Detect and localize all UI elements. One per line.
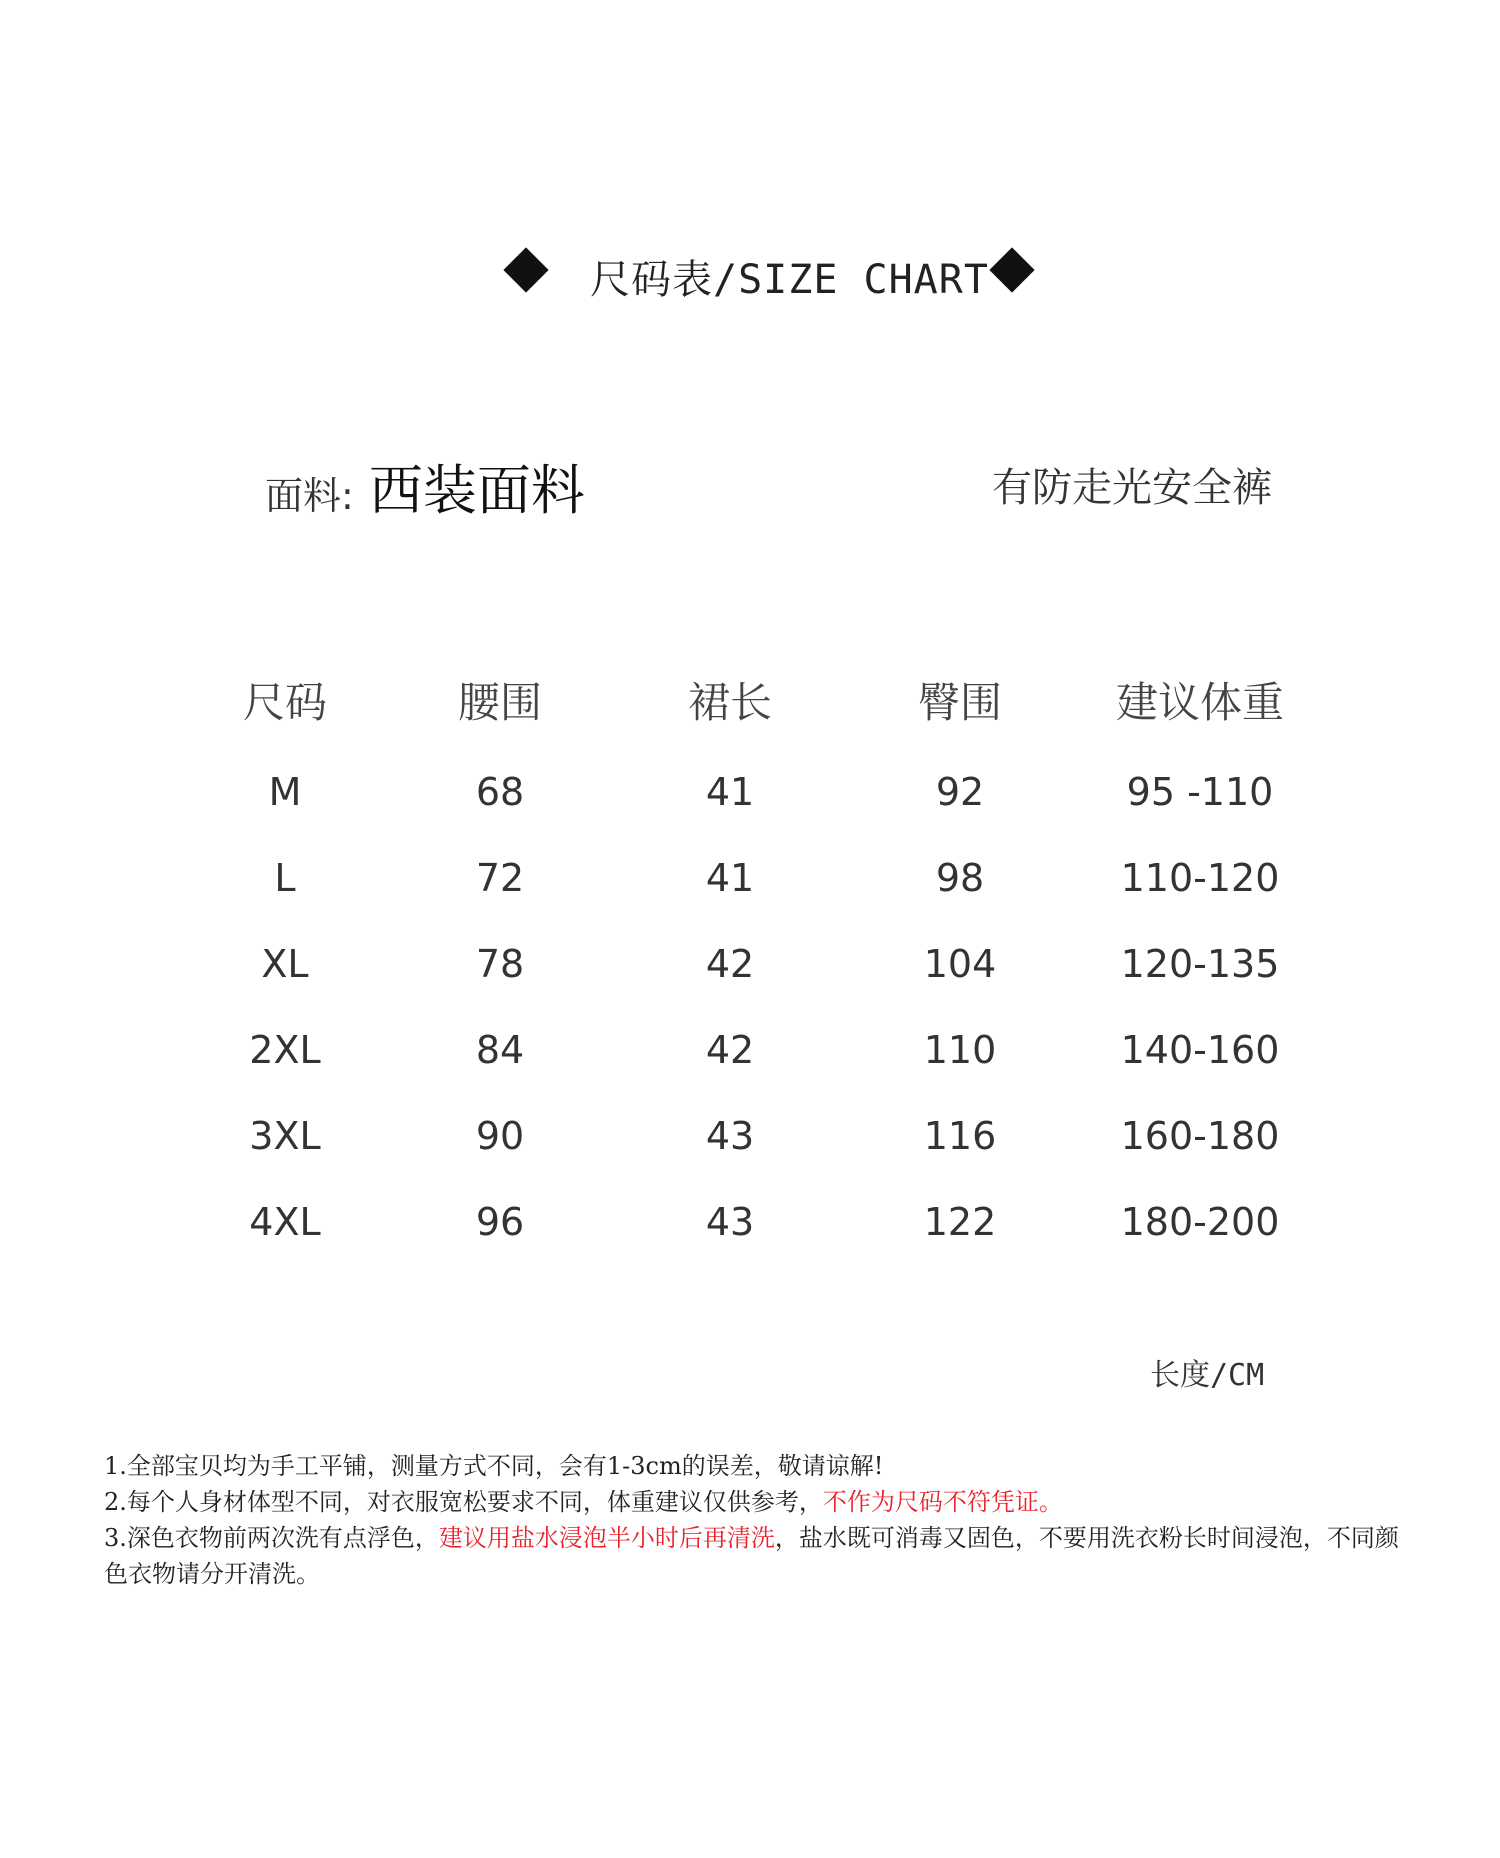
cell-size: 4XL: [249, 1200, 321, 1244]
table-row: [210, 1028, 1310, 1114]
care-notes: [104, 1448, 1404, 1592]
note-line-2-text: 2.每个人身材体型不同，对衣服宽松要求不同，体重建议仅供参考，: [104, 1488, 823, 1516]
cell-waist: 78: [475, 942, 525, 986]
cell-weight: 160-180: [1120, 1114, 1280, 1158]
cell-skirt-length: 41: [705, 770, 755, 814]
cell-hip: 104: [923, 942, 997, 986]
fabric-value: 西装面料: [368, 459, 585, 522]
table-row: [210, 942, 1310, 1028]
cell-skirt-length: 41: [705, 856, 755, 900]
table-header-row: [210, 670, 1310, 770]
cell-weight: 95 -110: [1126, 770, 1274, 814]
cell-hip: 110: [923, 1028, 997, 1072]
size-table: [210, 670, 1310, 1286]
cell-weight: 140-160: [1120, 1028, 1280, 1072]
diamond-icon-left: [503, 247, 548, 292]
cell-skirt-length: 43: [705, 1114, 755, 1158]
note-line-1: 1.全部宝贝均为手工平铺，测量方式不同，会有1-3cm的误差，敬请谅解!: [104, 1452, 884, 1480]
cell-skirt-length: 42: [705, 1028, 755, 1072]
note-line-3-warning: 建议用盐水浸泡半小时后再清洗: [438, 1524, 775, 1552]
page-title: 尺码表/SIZE CHART: [590, 257, 989, 303]
cell-weight: 180-200: [1120, 1200, 1280, 1244]
cell-weight: 110-120: [1120, 856, 1280, 900]
safety-shorts-note: 有防走光安全裤: [992, 465, 1272, 511]
column-header-skirt-length: 裙长: [687, 678, 772, 727]
note-line-2-warning: 不作为尺码不符凭证。: [822, 1488, 1063, 1516]
cell-waist: 90: [475, 1114, 525, 1158]
cell-size: 2XL: [249, 1028, 321, 1072]
cell-hip: 98: [935, 856, 985, 900]
column-header-weight: 建议体重: [1115, 678, 1284, 727]
cell-hip: 92: [935, 770, 985, 814]
cell-size: M: [268, 770, 302, 814]
column-header-hip: 臀围: [917, 678, 1002, 727]
cell-weight: 120-135: [1120, 942, 1280, 986]
column-header-size: 尺码: [242, 678, 327, 727]
fabric-info: [265, 448, 585, 525]
note-line-2: [104, 1484, 1404, 1520]
table-row: [210, 770, 1310, 856]
table-row: [210, 1114, 1310, 1200]
note-line-3-text: 3.深色衣物前两次洗有点浮色，: [104, 1524, 439, 1552]
cell-waist: 72: [475, 856, 525, 900]
cell-hip: 116: [923, 1114, 997, 1158]
diamond-icon-right: [989, 247, 1034, 292]
cell-size: 3XL: [249, 1114, 321, 1158]
cell-skirt-length: 43: [705, 1200, 755, 1244]
cell-waist: 84: [475, 1028, 525, 1072]
cell-size: XL: [261, 942, 309, 986]
note-line-3-text-end: ，盐水既可消毒又固色，不要用洗衣粉长时间浸泡，不同颜色衣物请分开清洗。: [104, 1524, 1399, 1588]
cell-waist: 96: [475, 1200, 525, 1244]
column-header-waist: 腰围: [457, 678, 542, 727]
cell-waist: 68: [475, 770, 525, 814]
cell-hip: 122: [923, 1200, 997, 1244]
table-row: [210, 856, 1310, 942]
unit-note: 长度/CM: [1150, 1358, 1265, 1393]
cell-skirt-length: 42: [705, 942, 755, 986]
size-chart-header: [0, 240, 1500, 310]
note-line-3: [104, 1520, 1404, 1592]
fabric-label: 面料:: [265, 474, 354, 518]
cell-size: L: [274, 856, 296, 900]
table-row: [210, 1200, 1310, 1286]
